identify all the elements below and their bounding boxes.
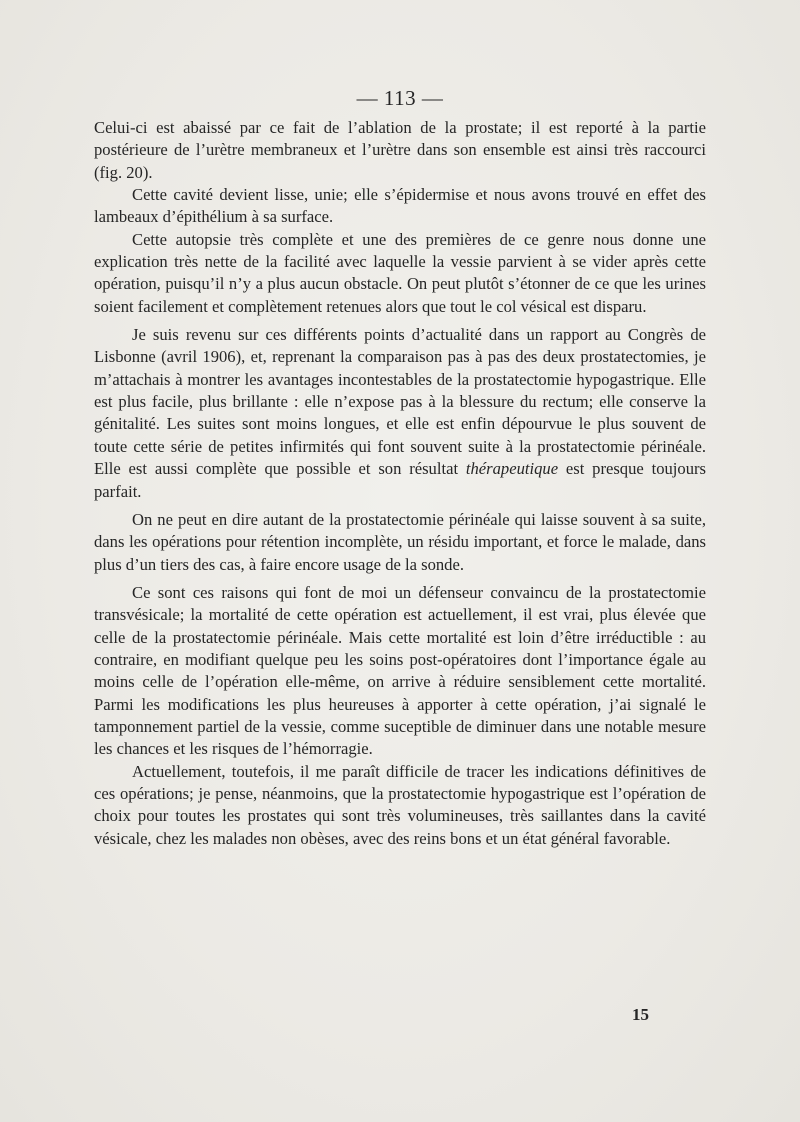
paragraph-6: Ce sont ces raisons qui font de moi un défenseur convaincu de la prostatectomie transvésicale; la mortalité de cette opération est actuellement, il est vrai, plus élevée que celle de la prostatectomie périnéale. Mais cette mortalité est loin d’être irréductible : au contraire, en modifiant quelque peu les soins post-opératoires dont l’importance égale au moins celle de l’opération elle-même, on arrive à réduire sensiblement cette mortalité. Parmi les modifications les plus heureuses à apporter à cette opération, j’ai signalé le tamponnement partiel de la vessie, comme suceptible de diminuer dans une notable mesure les chances et les risques de l’hémorragie.: [94, 582, 706, 759]
paragraph-4-text-start: Je suis revenu sur ces différents points d’actualité dans un rapport au Congrès de Lisbonne (avril 1906), et, reprenant la comparaison pas à pas des deux prostatectomies, je m’attachais à montrer les avantages incontestables de la prostatectomie hypogastrique. Elle est plus facile, plus brillante : elle n’expose pas à la blessure du rectum; elle conserve la génitalité. Les suites sont moins longues, et elle est enfin dépourvue le plus souvent de toute cette série de petites infirmités qui font souvent suite à la prostatectomie périnéale. Elle est aussi complète que possible et son résultat: [94, 325, 706, 479]
paragraph-3: Cette autopsie très complète et une des premières de ce genre nous donne une explication très nette de la facilité avec laquelle la vessie parvient à se vider après cette opération, puisqu’il n’y a plus aucun obstacle. On peut plutôt s’étonner de ce que les urines soient facilement et complètement retenues alors que tout le col vésical est disparu.: [94, 229, 706, 316]
paragraph-4: [94, 324, 706, 503]
body-text: [94, 117, 706, 850]
paragraph-4-text-end: est presque toujours parfait.: [94, 459, 706, 501]
signature-mark: 15: [632, 1005, 649, 1024]
paragraph-4-italic-term: thérapeutique: [465, 459, 559, 479]
page-number: — 113 —: [356, 86, 444, 110]
paragraph-1: Celui-ci est abaissé par ce fait de l’ablation de la prostate; il est reporté à la partie postérieure de l’urètre membraneux et l’urètre dans son ensemble est ainsi très raccourci (fig. 20).: [94, 118, 706, 182]
paragraph-2: Cette cavité devient lisse, unie; elle s’épidermise et nous avons trouvé en effet des lambeaux d’épithélium à sa surface.: [94, 185, 706, 227]
paragraph-7: Actuellement, toutefois, il me paraît difficile de tracer les indications définitives de ces opérations; je pense, néanmoins, que la prostatectomie hypogastrique est l’opération de choix pour toutes les prostates qui sont très volumineuses, très saillantes dans la cavité vésicale, chez les malades non obèses, avec des reins bons et un état général favorable.: [94, 761, 706, 848]
paragraph-5: On ne peut en dire autant de la prostatectomie périnéale qui laisse souvent à sa suite, dans les opérations pour rétention incomplète, un résidu important, et force le malade, dans plus d’un tiers des cas, à faire encore usage de la sonde.: [94, 509, 706, 574]
